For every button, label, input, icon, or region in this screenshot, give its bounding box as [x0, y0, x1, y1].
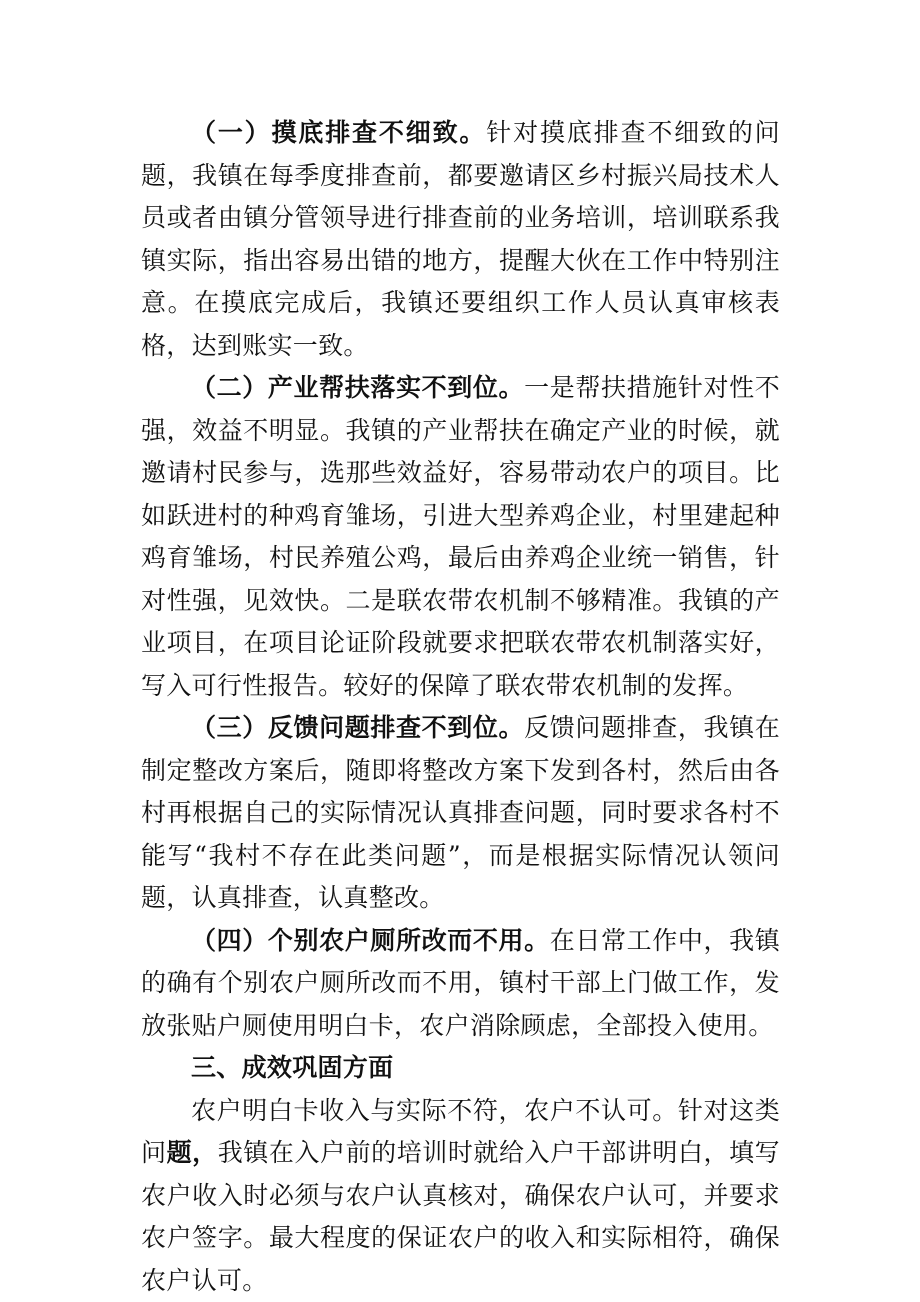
paragraph-body: 反馈问题排查，我镇在制定整改方案后，随即将整改方案下发到各村，然后由各村再根据自己的实际情况认真排查问题，同时要求各村不能写“我村不存在此类问题”，而是根据实际情况认领问题，认真排查，认真整改。	[141, 713, 780, 912]
paragraph-body: 一是帮扶措施针对性不强，效益不明显。我镇的产业帮扶在确定产业的时候，就邀请村民参与，选那些效益好，容易带动农户的项目。比如跃进村的种鸡育雏场，引进大型养鸡企业，村里建起种鸡育雏场，村民养殖公鸡，最后由养鸡企业统一销售，针对性强，见效快。二是联农带农机制不够精准。我镇的产业项目，在项目论证阶段就要求把联农带农机制落实好，写入可行性报告。较好的保障了联农带农机制的发挥。	[141, 373, 780, 700]
paragraph-feedback-check	[141, 707, 780, 920]
paragraph-text-after: 我镇在入户前的培训时就给入户干部讲明白，填写农户收入时必须与农户认真核对，确保农户认可，并要求农户签字。最大程度的保证农户的收入和实际相符，确保农户认可。	[141, 1138, 780, 1295]
paragraph-toilet-use	[141, 920, 780, 1048]
paragraph-income-card	[141, 1090, 780, 1302]
paragraph-industry-support	[141, 367, 780, 707]
paragraph-text-before: 农户明白卡收入与实际不符，农户不认可。针对这类问	[141, 1096, 780, 1168]
paragraph-lead: （二）产业帮扶落实不到位。	[191, 373, 524, 402]
paragraph-lead: （四）个别农户厕所改而不用。	[191, 926, 550, 955]
paragraph-survey	[141, 112, 780, 367]
paragraph-body: 针对摸底排查不细致的问题，我镇在每季度排查前，都要邀请区乡村振兴局技术人员或者由镇分管领导进行排查前的业务培训，培训联系我镇实际，指出容易出错的地方，提醒大伙在工作中特别注意。在摸底完成后，我镇还要组织工作人员认真审核表格，达到账实一致。	[141, 118, 780, 360]
paragraph-lead: （一）摸底排查不细致。	[191, 118, 486, 147]
paragraph-lead: （三）反馈问题排查不到位。	[191, 713, 524, 742]
section-heading: 三、成效巩固方面	[141, 1047, 780, 1090]
paragraph-body: 在日常工作中，我镇的确有个别农户厕所改而不用，镇村干部上门做工作，发放张贴户厕使用明白卡，农户消除顾虑，全部投入使用。	[141, 926, 780, 1040]
paragraph-text-bold: 题，	[167, 1138, 218, 1167]
